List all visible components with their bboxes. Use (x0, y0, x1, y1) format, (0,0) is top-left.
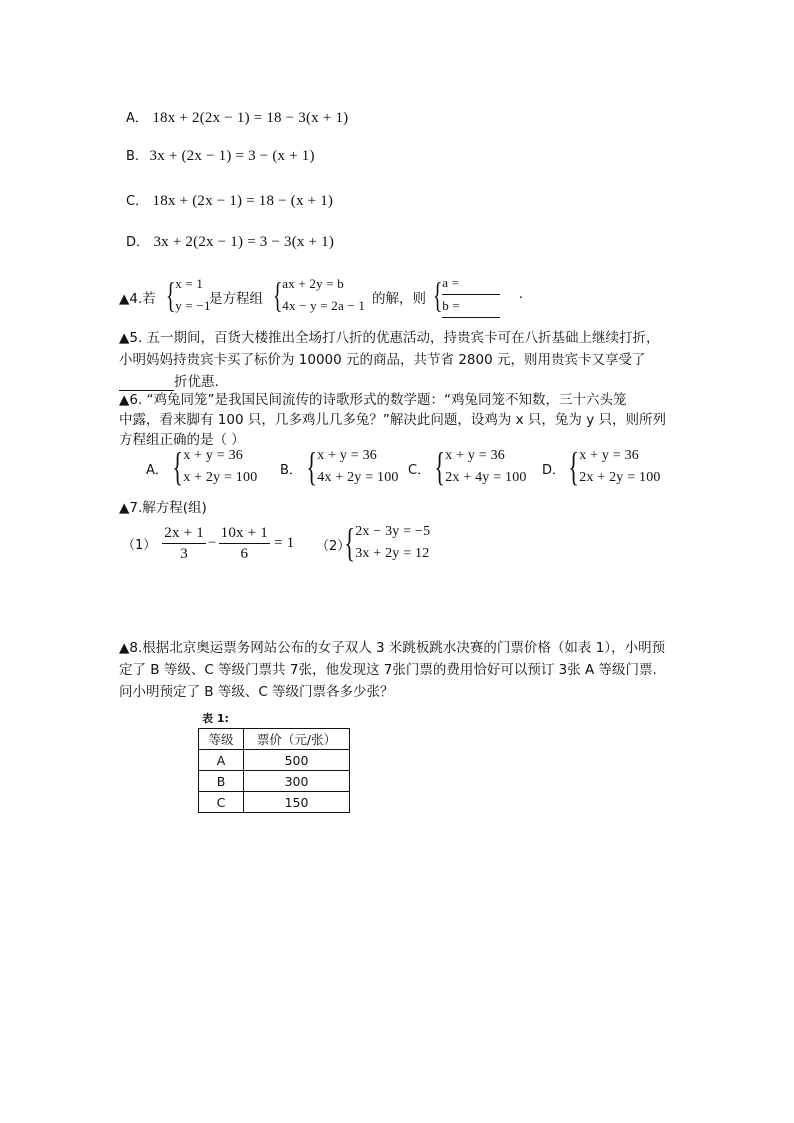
option-equation: 3x + (2x − 1) = 3 − (x + 1) (149, 148, 315, 164)
fraction-denominator: 3 (180, 545, 188, 562)
option-label: B． (280, 463, 302, 478)
option-equation: 3x + 2(2x − 1) = 3 − 3(x + 1) (153, 234, 335, 250)
q4 (119, 270, 679, 320)
q4-answer (429, 272, 500, 318)
q3-option-a (126, 107, 348, 127)
equation-rhs: = 1 (274, 534, 295, 551)
q3-option-d (126, 231, 334, 251)
q6-line1: ▲6. “鸡兔同笼”是我国民间流传的诗歌形式的数学题：“鸡兔同笼不知数，三十六头笼 (119, 392, 627, 408)
option-equation: 18x + (2x − 1) = 18 − (x + 1) (152, 193, 334, 209)
q4-end: . (519, 286, 523, 302)
q5-line1: ▲5. 五一期间，百货大楼推出全场打八折的优惠活动，持贵宾卡可在八折基础上继续打折， (119, 330, 660, 346)
fraction-2 (219, 523, 270, 564)
left-brace: { (434, 444, 445, 489)
answer-b-label: b = (442, 298, 460, 313)
q4-suffix: 的解，则 (372, 291, 426, 307)
table-row (199, 792, 350, 813)
left-brace: { (306, 444, 317, 489)
price-cell: 300 (244, 771, 350, 792)
table-row (199, 771, 350, 792)
table-header-row (199, 729, 350, 750)
system-eq1: ax + 2y = b (282, 276, 344, 291)
header-cell: 票价（元/张） (244, 729, 350, 750)
q8-line2: 定了 B 等级、C 等级门票共 7张，他发现这 7张门票的费用恰好可以预订 3张 A 等级门票. (119, 662, 657, 678)
option-eq1: x + y = 36 (183, 448, 243, 463)
option-eq2: 2x + 4y = 100 (445, 470, 527, 485)
fraction-1 (162, 523, 206, 564)
price-cell: 150 (244, 792, 350, 813)
left-brace: { (568, 444, 579, 489)
fraction-denominator: 6 (240, 545, 249, 562)
q6-line3: 方程组正确的是（ ） (119, 432, 245, 448)
q4-mid: 是方程组 (209, 291, 263, 307)
part-label: （1） (122, 537, 157, 553)
option-label: C． (408, 463, 431, 478)
q8-line3: 问小明预定了 B 等级、C 等级门票各多少张？ (119, 684, 394, 700)
option-eq2: x + 2y = 100 (183, 470, 258, 485)
option-label: B. (126, 149, 140, 164)
option-eq1: x + y = 36 (317, 448, 377, 463)
left-brace: { (432, 275, 443, 315)
fraction-numerator: 10x + 1 (219, 523, 270, 544)
left-brace: { (344, 520, 355, 565)
answer-a-label: a = (442, 275, 460, 290)
left-brace: { (172, 444, 183, 489)
q3-option-b (126, 148, 315, 165)
option-label: D． (542, 463, 566, 478)
q4-solution (162, 272, 211, 318)
option-equation: 18x + 2(2x − 1) = 18 − 3(x + 1) (152, 110, 349, 126)
system-eq2: 3x + 2y = 12 (355, 546, 430, 561)
left-brace: { (272, 275, 283, 315)
option-eq1: x + y = 36 (445, 448, 505, 463)
table-row (199, 750, 350, 771)
header-cell: 等级 (199, 729, 244, 750)
q6-line2: 中露，看来脚有 100 只，几多鸡儿几多兔？”解决此问题，设鸡为 x 只，兔为 y 只，则所列 (119, 412, 666, 428)
q8-line1: ▲8.根据北京奥运票务网站公布的女子双人 3 米跳板跳水决赛的门票价格（如表 1），小明预 (119, 640, 666, 656)
left-brace: { (165, 275, 176, 315)
option-eq2: 2x + 2y = 100 (579, 470, 661, 485)
option-label: C． (126, 194, 149, 209)
option-label: A． (146, 463, 168, 478)
answer-b-blank[interactable] (442, 317, 500, 318)
q5-line2: 小明妈妈持贵宾卡买了标价为 10000 元的商品，共节省 2800 元，则用贵宾卡又享受了 (119, 352, 646, 368)
table-caption: 表 1: (202, 712, 229, 725)
option-label: A． (126, 111, 148, 126)
system-eq1: 2x − 3y = −5 (355, 524, 431, 539)
q4-prefix: ▲4.若 (119, 291, 156, 307)
price-cell: 500 (244, 750, 350, 771)
solution-x: x = 1 (175, 276, 204, 291)
q7-title: ▲7.解方程(组) (119, 500, 207, 516)
solution-y: y = −1 (175, 298, 211, 313)
grade-cell: B (199, 771, 244, 792)
q5-line3-text: 折优惠. (174, 374, 219, 390)
option-eq2: 4x + 2y = 100 (317, 470, 399, 485)
grade-cell: C (199, 792, 244, 813)
q7-part1 (122, 520, 294, 566)
option-label: D． (126, 235, 150, 250)
system-eq2: 4x − y = 2a − 1 (282, 298, 366, 313)
grade-cell: A (199, 750, 244, 771)
fraction-numerator: 2x + 1 (162, 523, 206, 544)
q3-option-c (126, 190, 333, 210)
ticket-price-table (198, 728, 350, 813)
part-label: （2） (316, 539, 351, 554)
q4-system (269, 272, 365, 318)
option-eq1: x + y = 36 (579, 448, 639, 463)
minus-sign: − (207, 534, 217, 551)
